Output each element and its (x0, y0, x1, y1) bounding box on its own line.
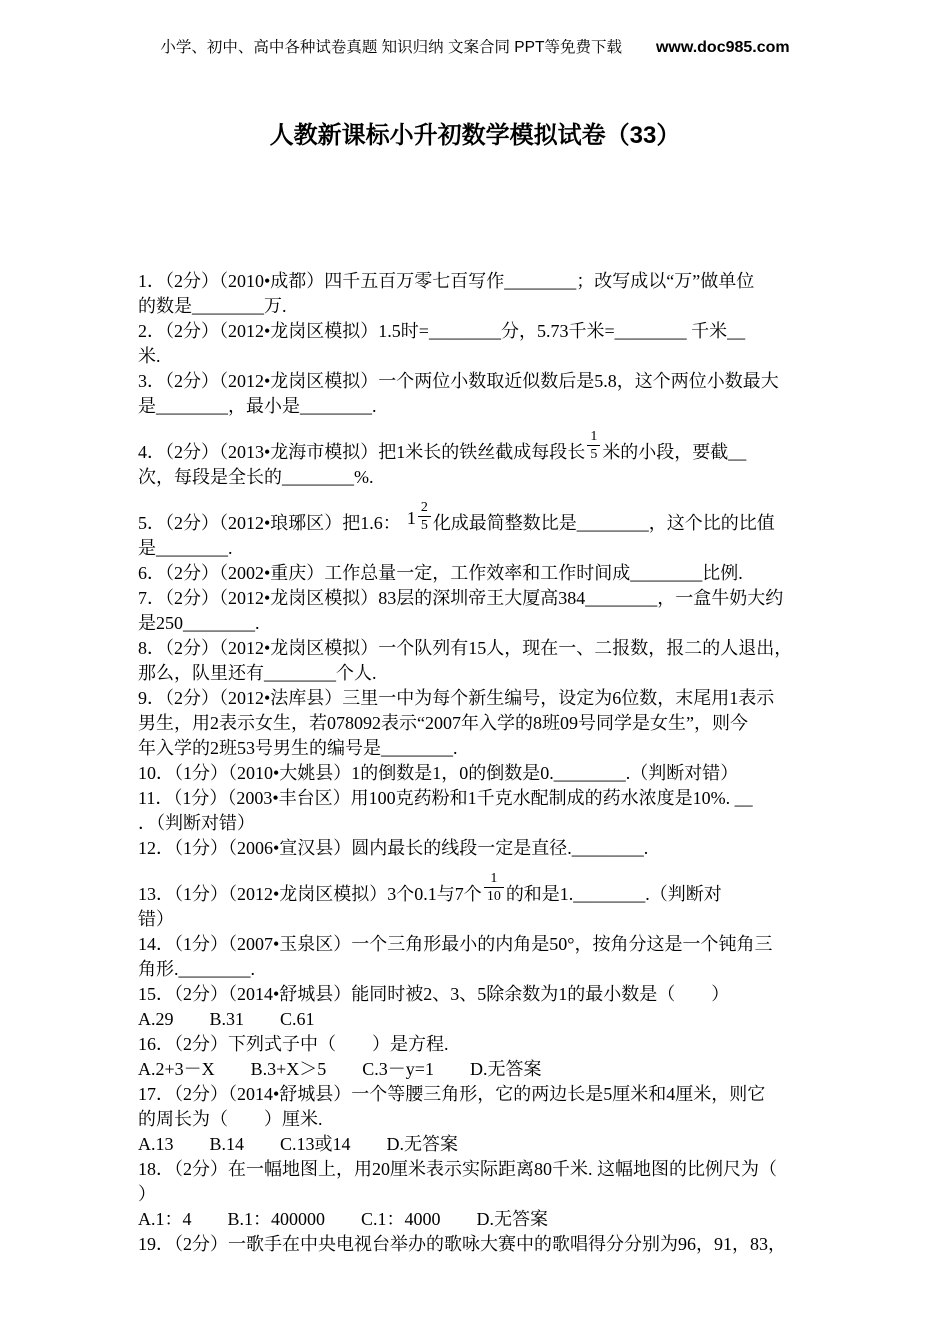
question-3-line-2 (138, 394, 840, 419)
question-18-line-1 (138, 1157, 840, 1182)
question-text: 是________. (138, 538, 233, 558)
question-text: 19．（2分）一歌手在中央电视台举办的歌咏大赛中的歌唱得分分别为96，91，83， (138, 1234, 786, 1254)
fraction (418, 500, 431, 533)
question-9-line-3 (138, 736, 840, 761)
question-text: 错） (138, 909, 174, 929)
question-5-line-2 (138, 536, 840, 561)
question-9-line-2 (138, 711, 840, 736)
question-11-line-2 (138, 811, 840, 836)
question-13-line-1 (138, 871, 840, 907)
fraction-numerator: 1 (587, 429, 600, 446)
question-4-line-1 (138, 429, 840, 465)
question-text: 18．（2分）在一幅地图上，用20厘米表示实际距离80千米. 这幅地图的比例尺为（ (138, 1159, 777, 1179)
fraction-denominator: 5 (590, 447, 598, 462)
question-text: ．（判断对错） (138, 813, 255, 833)
header-promo-text: 小学、初中、高中各种试卷真题 知识归纳 文案合同 PPT等免费下载 (160, 39, 622, 56)
fraction-numerator: 1 (484, 871, 504, 888)
question-text: 3．（2分）（2012•龙岗区模拟）一个两位小数取近似数后是5.8，这个两位小数最大 (138, 371, 779, 391)
question-text: 的周长为（ ）厘米. (138, 1109, 323, 1129)
question-text: 是________，最小是________. (138, 396, 377, 416)
question-16-line-2 (138, 1057, 840, 1082)
fraction (484, 871, 504, 904)
fraction (587, 429, 600, 462)
question-4-line-2 (138, 465, 840, 490)
question-text: A.1：4 B.1：400000 C.1：4000 D.无答案 (138, 1209, 549, 1229)
header-site-url: www.doc985.com (655, 39, 790, 56)
question-2-line-1 (138, 319, 840, 344)
question-text: 11．（1分）（2003•丰台区）用100克药粉和1千克水配制成的药水浓度是10%. __ (138, 788, 753, 808)
question-text: 年入学的2班53号男生的编号是________. (138, 738, 458, 758)
question-12-line-1 (138, 836, 840, 861)
question-text: ） (138, 1184, 156, 1204)
question-1-line-2 (138, 294, 840, 319)
question-1-line-1 (138, 269, 840, 294)
question-7-line-1 (138, 586, 840, 611)
question-text: 5．（2分）（2012•琅琊区）把1.6： (138, 513, 401, 533)
question-5-line-1 (138, 500, 840, 536)
question-15-line-2 (138, 1007, 840, 1032)
question-text: 米的小段，要截__ (602, 442, 747, 462)
question-6-line-1 (138, 561, 840, 586)
question-text: 的和是1.________.（判断对 (505, 884, 722, 904)
question-text: 4．（2分）（2013•龙海市模拟）把1米长的铁丝截成每段长 (138, 442, 586, 462)
question-3-line-1 (138, 369, 840, 394)
questions-area (138, 269, 840, 1257)
question-text: 角形.________. (138, 959, 255, 979)
question-text: A.29 B.31 C.61 (138, 1009, 315, 1029)
fraction-denominator: 5 (420, 518, 428, 533)
question-14-line-2 (138, 957, 840, 982)
question-text: 化成最简整数比是________，这个比的比值 (432, 513, 775, 533)
question-text: 2．（2分）（2012•龙岗区模拟）1.5时=________分，5.73千米=________ 千米__ (138, 321, 746, 341)
question-8-line-1 (138, 636, 840, 661)
question-text: 13．（1分）（2012•龙岗区模拟）3个0.1与7个 (138, 884, 482, 904)
question-text: 15．（2分）（2014•舒城县）能同时被2、3、5除余数为1的最小数是（ ） (138, 984, 730, 1004)
question-text: 12．（1分）（2006•宣汉县）圆内最长的线段一定是直径.________. (138, 838, 649, 858)
question-7-line-2 (138, 611, 840, 636)
question-18-line-3 (138, 1207, 840, 1232)
question-11-line-1 (138, 786, 840, 811)
question-text: A.2+3－X B.3+X＞5 C.3－y=1 D.无答案 (138, 1059, 542, 1079)
question-19-line-1 (138, 1232, 840, 1257)
fraction-denominator: 10 (486, 889, 501, 904)
question-text: 9．（2分）（2012•法库县）三里一中为每个新生编号，设定为6位数，末尾用1表示 (138, 688, 775, 708)
question-text: 米. (138, 346, 161, 366)
question-text: A.13 B.14 C.13或14 D.无答案 (138, 1134, 459, 1154)
mixed-number-whole: 1 (406, 507, 416, 528)
fraction-numerator: 2 (418, 500, 431, 517)
question-15-line-1 (138, 982, 840, 1007)
page-header (0, 36, 950, 60)
question-text: 10．（1分）（2010•大姚县）1的倒数是1，0的倒数是0.________.（判断对错） (138, 763, 739, 783)
question-8-line-2 (138, 661, 840, 686)
question-16-line-1 (138, 1032, 840, 1057)
question-17-line-3 (138, 1132, 840, 1157)
question-10-line-1 (138, 761, 840, 786)
question-text: 次，每段是全长的________%. (138, 467, 374, 487)
question-14-line-1 (138, 932, 840, 957)
question-text: 男生，用2表示女生，若078092表示“2007年入学的8班09号同学是女生”，则今 (138, 713, 748, 733)
question-text: 那么，队里还有________个人. (138, 663, 377, 683)
question-text: 的数是________万. (138, 296, 287, 316)
question-9-line-1 (138, 686, 840, 711)
question-18-line-2 (138, 1182, 840, 1207)
question-text: 7．（2分）（2012•龙岗区模拟）83层的深圳帝王大厦高384________，一盒牛奶大约 (138, 588, 784, 608)
question-13-line-2 (138, 907, 840, 932)
question-2-line-2 (138, 344, 840, 369)
question-text: 8．（2分）（2012•龙岗区模拟）一个队列有15人，现在一、二报数，报二的人退出， (138, 638, 793, 658)
question-17-line-2 (138, 1107, 840, 1132)
page-title: 人教新课标小升初数学模拟试卷（33） (269, 122, 681, 149)
question-text: 是250________. (138, 613, 260, 633)
question-17-line-1 (138, 1082, 840, 1107)
question-text: 6．（2分）（2002•重庆）工作总量一定，工作效率和工作时间成________比例. (138, 563, 743, 583)
question-text: 16．（2分）下列式子中（ ）是方程. (138, 1034, 449, 1054)
question-text: 17．（2分）（2014•舒城县）一个等腰三角形，它的两边长是5厘米和4厘米，则它 (138, 1084, 766, 1104)
question-text: 1．（2分）（2010•成都）四千五百万零七百写作________；改写成以“万”做单位 (138, 271, 755, 291)
question-text: 14．（1分）（2007•玉泉区）一个三角形最小的内角是50°，按角分这是一个钝角三 (138, 934, 773, 954)
